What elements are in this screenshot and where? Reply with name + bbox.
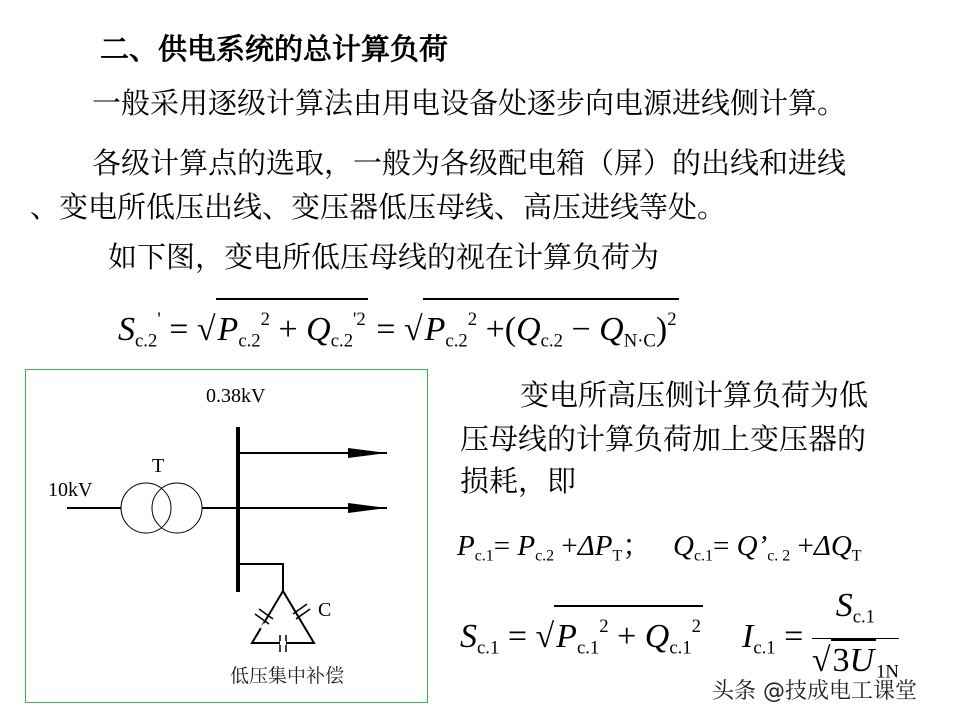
paragraph-3: 如下图，变电所低压母线的视在计算负荷为 [108, 240, 660, 274]
right-text-2: 压母线的计算负荷加上变压器的 [460, 422, 867, 456]
paragraph-2-line-2: 、变电所低压出线、变压器低压母线、高压进线等处。 [30, 190, 727, 224]
substation-diagram [25, 369, 428, 703]
formula-s-c1: $S_{c.1} = √P_{c.1}^2 + Q_{c.1}^2$ [460, 605, 703, 668]
formula-i-c1: $I_{c.1}$ = $\frac{S_{c.1}}{√3U _{1N}}$ [742, 587, 899, 683]
right-text-1: 变电所高压侧计算负荷为低 [520, 378, 869, 412]
arrow-icon [348, 448, 387, 458]
paragraph-2-line-1: 各级计算点的选取，一般为各级配电箱（屏）的出线和进线 [92, 146, 847, 180]
arrow-icon [348, 503, 387, 513]
slide-title: 二、供电系统的总计算负荷 [100, 32, 449, 66]
capacitor-branch [238, 564, 283, 591]
capacitor-delta [252, 591, 314, 643]
right-text-3: 损耗，即 [460, 464, 577, 498]
formula-p-q-c1: $P_{c.1}= P_{c.2} +\Delta P_T$； $Q_{c.1}=$ $Q’_{c. 2} +\Delta Q_T$ [457, 530, 862, 565]
transformer-winding-secondary [152, 483, 202, 533]
paragraph-1: 一般采用逐级计算法由用电设备处逐步向电源进线侧计算。 [92, 86, 847, 120]
transformer-winding-primary [121, 483, 171, 533]
diagram-caption: 低压集中补偿 [230, 665, 345, 687]
transformer-label: T [152, 455, 165, 477]
feeder-arrows [348, 448, 387, 513]
capacitor-label: C [318, 599, 332, 621]
input-voltage-label: 10kV [48, 479, 93, 501]
bus-voltage-label: 0.38kV [206, 385, 266, 407]
formula-s-c2: $S_{c.2}' = √P_{c.2}^2 + Q_{c.2}^{'2} = √P_{c.2}^2 +(Q_{c.2} - Q_{N\cdot C})^2$ [118, 298, 679, 361]
watermark: 头条 @技成电工课堂 [712, 679, 917, 704]
